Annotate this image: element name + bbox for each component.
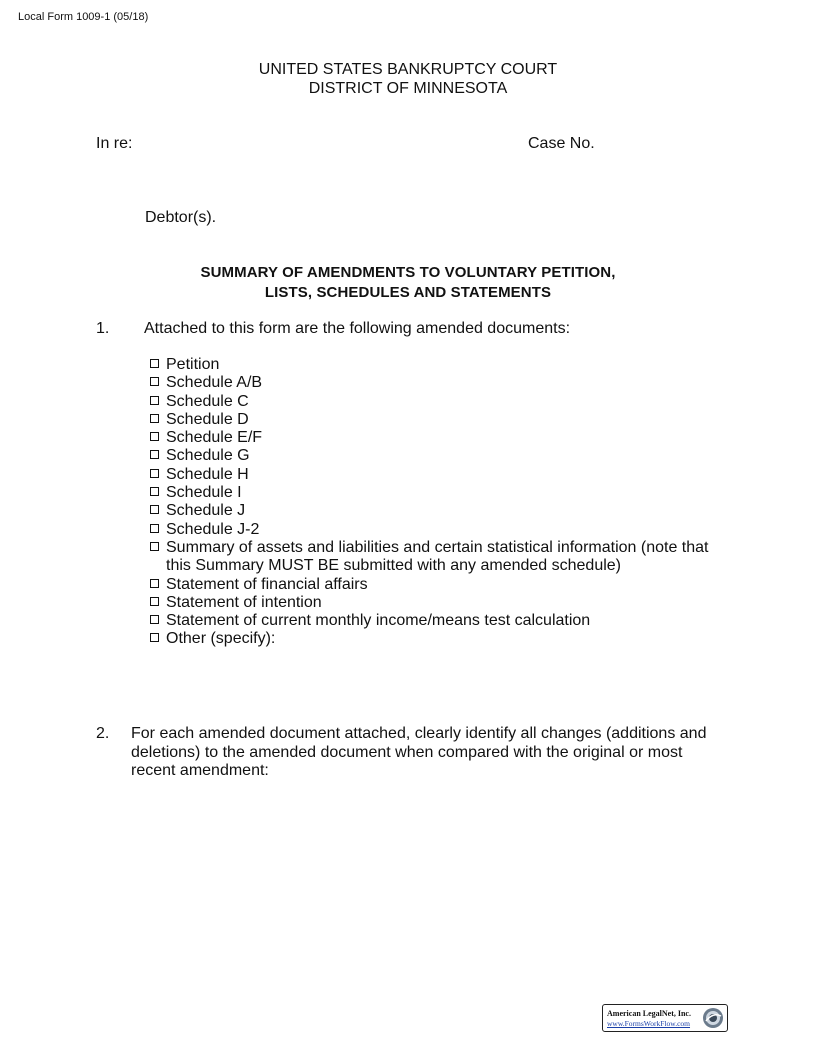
checkbox-label: Schedule C bbox=[166, 392, 249, 410]
amended-document-item bbox=[149, 411, 729, 429]
amended-document-item bbox=[149, 594, 729, 612]
amended-document-item bbox=[149, 466, 729, 484]
checkbox-label: Petition bbox=[166, 356, 220, 373]
checkbox[interactable] bbox=[150, 542, 159, 551]
checkbox[interactable] bbox=[150, 450, 159, 459]
checkbox-label: Statement of financial affairs bbox=[166, 575, 368, 593]
amended-document-item bbox=[149, 576, 729, 594]
checkbox-label: Schedule D bbox=[166, 410, 249, 428]
checkbox-label: Statement of intention bbox=[166, 593, 322, 611]
logo-url[interactable]: www.FormsWorkFlow.com bbox=[607, 1019, 691, 1028]
checkbox[interactable] bbox=[150, 524, 159, 533]
checkbox-label: Other (specify): bbox=[166, 630, 276, 648]
title-line-2: LISTS, SCHEDULES AND STATEMENTS bbox=[264, 284, 552, 301]
checkbox[interactable] bbox=[150, 505, 159, 514]
document-title bbox=[0, 263, 816, 303]
amended-document-item bbox=[149, 612, 729, 630]
case-no-label: Case No. bbox=[528, 135, 595, 152]
court-district: DISTRICT OF MINNESOTA bbox=[308, 80, 508, 97]
checkbox-label: Schedule J-2 bbox=[166, 520, 260, 538]
section-1-number: 1. bbox=[96, 320, 110, 337]
amended-document-item bbox=[149, 429, 729, 447]
amended-document-item bbox=[149, 521, 729, 539]
form-id: Local Form 1009-1 (05/18) bbox=[18, 11, 149, 23]
debtor-label: Debtor(s). bbox=[145, 209, 217, 226]
in-re-label: In re: bbox=[96, 135, 133, 152]
checkbox-label: Statement of current monthly income/means test calculation bbox=[166, 612, 591, 630]
amended-document-item bbox=[149, 356, 729, 374]
checkbox[interactable] bbox=[150, 579, 159, 588]
logo-company: American LegalNet, Inc. bbox=[607, 1009, 691, 1018]
section-2-text: For each amended document attached, clearly identify all changes (additions and deletions) to the amended document when compared with the original or most recent amendment: bbox=[131, 725, 707, 779]
checkbox-label: Schedule G bbox=[166, 447, 250, 465]
amended-document-item bbox=[149, 447, 729, 465]
globe-icon bbox=[702, 1007, 724, 1029]
court-name: UNITED STATES BANKRUPTCY COURT bbox=[258, 61, 558, 78]
checkbox[interactable] bbox=[150, 377, 159, 386]
checkbox[interactable] bbox=[150, 469, 159, 478]
american-legalnet-logo bbox=[602, 1004, 728, 1032]
checkbox[interactable] bbox=[150, 432, 159, 441]
checkbox[interactable] bbox=[150, 597, 159, 606]
checkbox-label: Summary of assets and liabilities and certain statistical information (note that this Summary MUST BE submitted with any amended schedule) bbox=[166, 538, 709, 575]
amended-document-item bbox=[149, 502, 729, 520]
section-2-number: 2. bbox=[96, 725, 110, 742]
title-line-1: SUMMARY OF AMENDMENTS TO VOLUNTARY PETITION, bbox=[200, 264, 616, 281]
checkbox-label: Schedule J bbox=[166, 502, 246, 520]
amended-document-item bbox=[149, 484, 729, 502]
amended-document-item bbox=[149, 630, 729, 648]
checkbox-label: Schedule E/F bbox=[166, 429, 263, 447]
amended-document-item bbox=[149, 374, 729, 392]
checkbox-label: Schedule I bbox=[166, 484, 242, 502]
checkbox-label: Schedule A/B bbox=[166, 374, 263, 392]
amended-document-item bbox=[149, 539, 729, 576]
checkbox[interactable] bbox=[150, 615, 159, 624]
checkbox-label: Schedule H bbox=[166, 465, 249, 483]
court-heading bbox=[0, 60, 816, 98]
amended-document-item bbox=[149, 393, 729, 411]
section-1-text: Attached to this form are the following amended documents: bbox=[144, 320, 571, 337]
checkbox[interactable] bbox=[150, 359, 159, 368]
checkbox[interactable] bbox=[150, 396, 159, 405]
checkbox[interactable] bbox=[150, 414, 159, 423]
amended-documents-list bbox=[149, 356, 729, 649]
checkbox[interactable] bbox=[150, 633, 159, 642]
checkbox[interactable] bbox=[150, 487, 159, 496]
